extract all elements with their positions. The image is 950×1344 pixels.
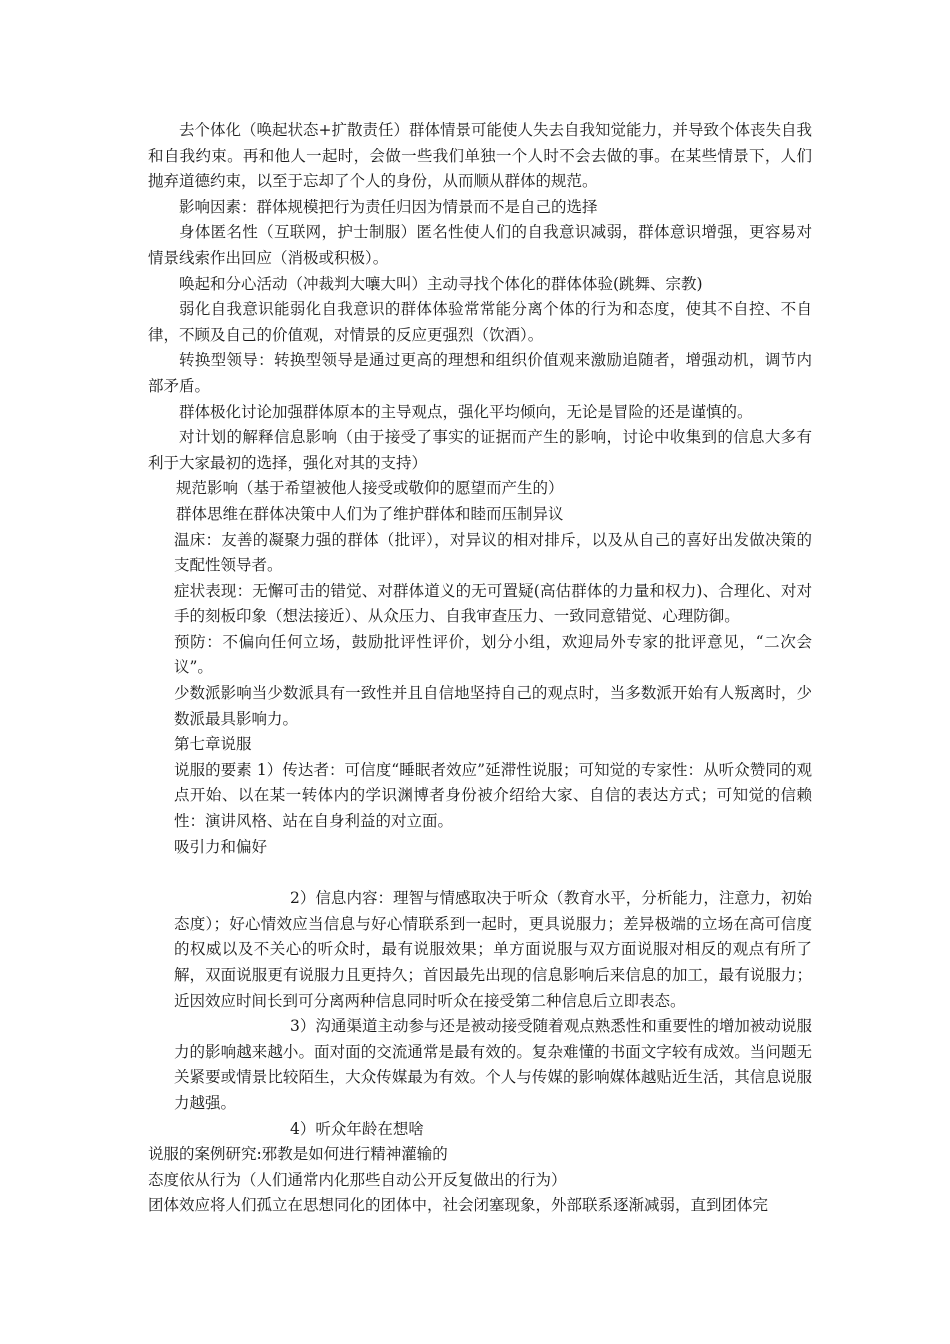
paragraph-hotbed: 温床：友善的凝聚力强的群体（批评），对异议的相对排斥，以及从自己的喜好出发做决策的支配性领导者。 <box>174 530 812 575</box>
paragraph-normative-influence: 规范影响（基于希望被他人接受或敬仰的愿望而产生的） <box>176 479 564 498</box>
paragraph-transformational-leadership: 转换型领导：转换型领导是通过更高的理想和组织价值观来激励追随者，增强动机，调节内部矛盾。 <box>148 351 812 395</box>
paragraph-audience: 4）听众年龄在想啥 <box>290 1119 424 1138</box>
paragraph-prevention: 预防：不偏向任何立场，鼓励批评性评价，划分小组，欢迎局外专家的批评意见，“二次会议”。 <box>174 632 812 677</box>
paragraph-persuasion-elements: 说服的要素 1）传达者：可信度“睡眠者效应”延滞性说服；可知觉的专家性：从听众赞同的观点开始、以在某一转体内的学识渊博者身份被介绍给大家、自信的表达方式；可知觉的信赖性：演讲风格、站在自身利益的对立面。 <box>174 760 812 831</box>
paragraph-attitudes-follow-behavior: 态度依从行为（人们通常内化那些自动公开反复做出的行为） <box>148 1170 567 1189</box>
paragraph-communication-channel: 3）沟通渠道主动参与还是被动接受随着观点熟悉性和重要性的增加被动说服力的影响越来越小。面对面的交流通常是最有效的。复杂难懂的书面文字较有成效。当问题无关紧要或情景比较陌生，大众传媒最为有效。个人与传媒的影响媒体越贴近生活，其信息说服力越强。 <box>174 1017 812 1112</box>
paragraph-message-content: 2）信息内容：理智与情感取决于听众（教育水平，分析能力，注意力，初始态度）；好心情效应当信息与好心情联系到一起时，更具说服力；差异极端的立场在高可信度的权威以及不关心的听众时，最有说服效果；单方面说服与双方面说服对相反的观点有所了解，双面说服更有说服力且更持久；首因最先出现的信息影响后来信息的加工，最有说服力；近因效应时间长到可分离两种信息同时听众在接受第二种信息后立即表态。 <box>174 889 812 1010</box>
paragraph-deindividuation: 去个体化（唤起状态+扩散责任）群体情景可能使人失去自我知觉能力，并导致个体丧失自我和自我约束。再和他人一起时，会做一些我们单独一个人时不会去做的事。在某些情景下，人们抛弃道德约束，以至于忘却了个人的身份，从而顺从群体的规范。 <box>148 121 812 191</box>
paragraph-informational-influence: 对计划的解释信息影响（由于接受了事实的证据而产生的影响，讨论中收集到的信息大多有利于大家最初的选择，强化对其的支持） <box>148 428 812 472</box>
paragraph-cult-case-study: 说服的案例研究:邪教是如何进行精神灌输的 <box>148 1145 448 1164</box>
blank-line <box>148 860 812 886</box>
document-body <box>148 118 812 1219</box>
paragraph-anonymity: 身体匿名性（互联网，护士制服）匿名性使人们的自我意识减弱，群体意识增强，更容易对情景线索作出回应（消极或积极）。 <box>148 223 812 267</box>
chapter-heading: 第七章说服 <box>174 735 252 754</box>
paragraph-group-polarization: 群体极化讨论加强群体原本的主导观点，强化平均倾向，无论是冒险的还是谨慎的。 <box>179 402 753 421</box>
paragraph-attractiveness: 吸引力和偏好 <box>174 837 268 856</box>
paragraph-symptoms: 症状表现：无懈可击的错觉、对群体道义的无可置疑(高估群体的力量和权力)、合理化、对对手的刻板印象（想法接近）、从众压力、自我审查压力、一致同意错觉、心理防御。 <box>174 581 812 626</box>
paragraph-weakened-self-awareness: 弱化自我意识能弱化自我意识的群体体验常常能分离个体的行为和态度，使其不自控、不自律，不顾及自己的价值观，对情景的反应更强烈（饮酒）。 <box>148 300 812 344</box>
paragraph-influence-factors: 影响因素：群体规模把行为责任归因为情景而不是自己的选择 <box>179 197 598 216</box>
paragraph-groupthink: 群体思维在群体决策中人们为了维护群体和睦而压制异议 <box>176 504 564 523</box>
paragraph-minority-influence: 少数派影响当少数派具有一致性并且自信地坚持自己的观点时，当多数派开始有人叛离时，少数派最具影响力。 <box>174 684 812 728</box>
paragraph-arousal: 唤起和分心活动（冲裁判大嚷大叫）主动寻找个体化的群体体验(跳舞、宗教) <box>179 274 703 293</box>
paragraph-group-effects: 团体效应将人们孤立在思想同化的团体中，社会闭塞现象，外部联系逐渐减弱，直到团体完 <box>148 1196 769 1215</box>
